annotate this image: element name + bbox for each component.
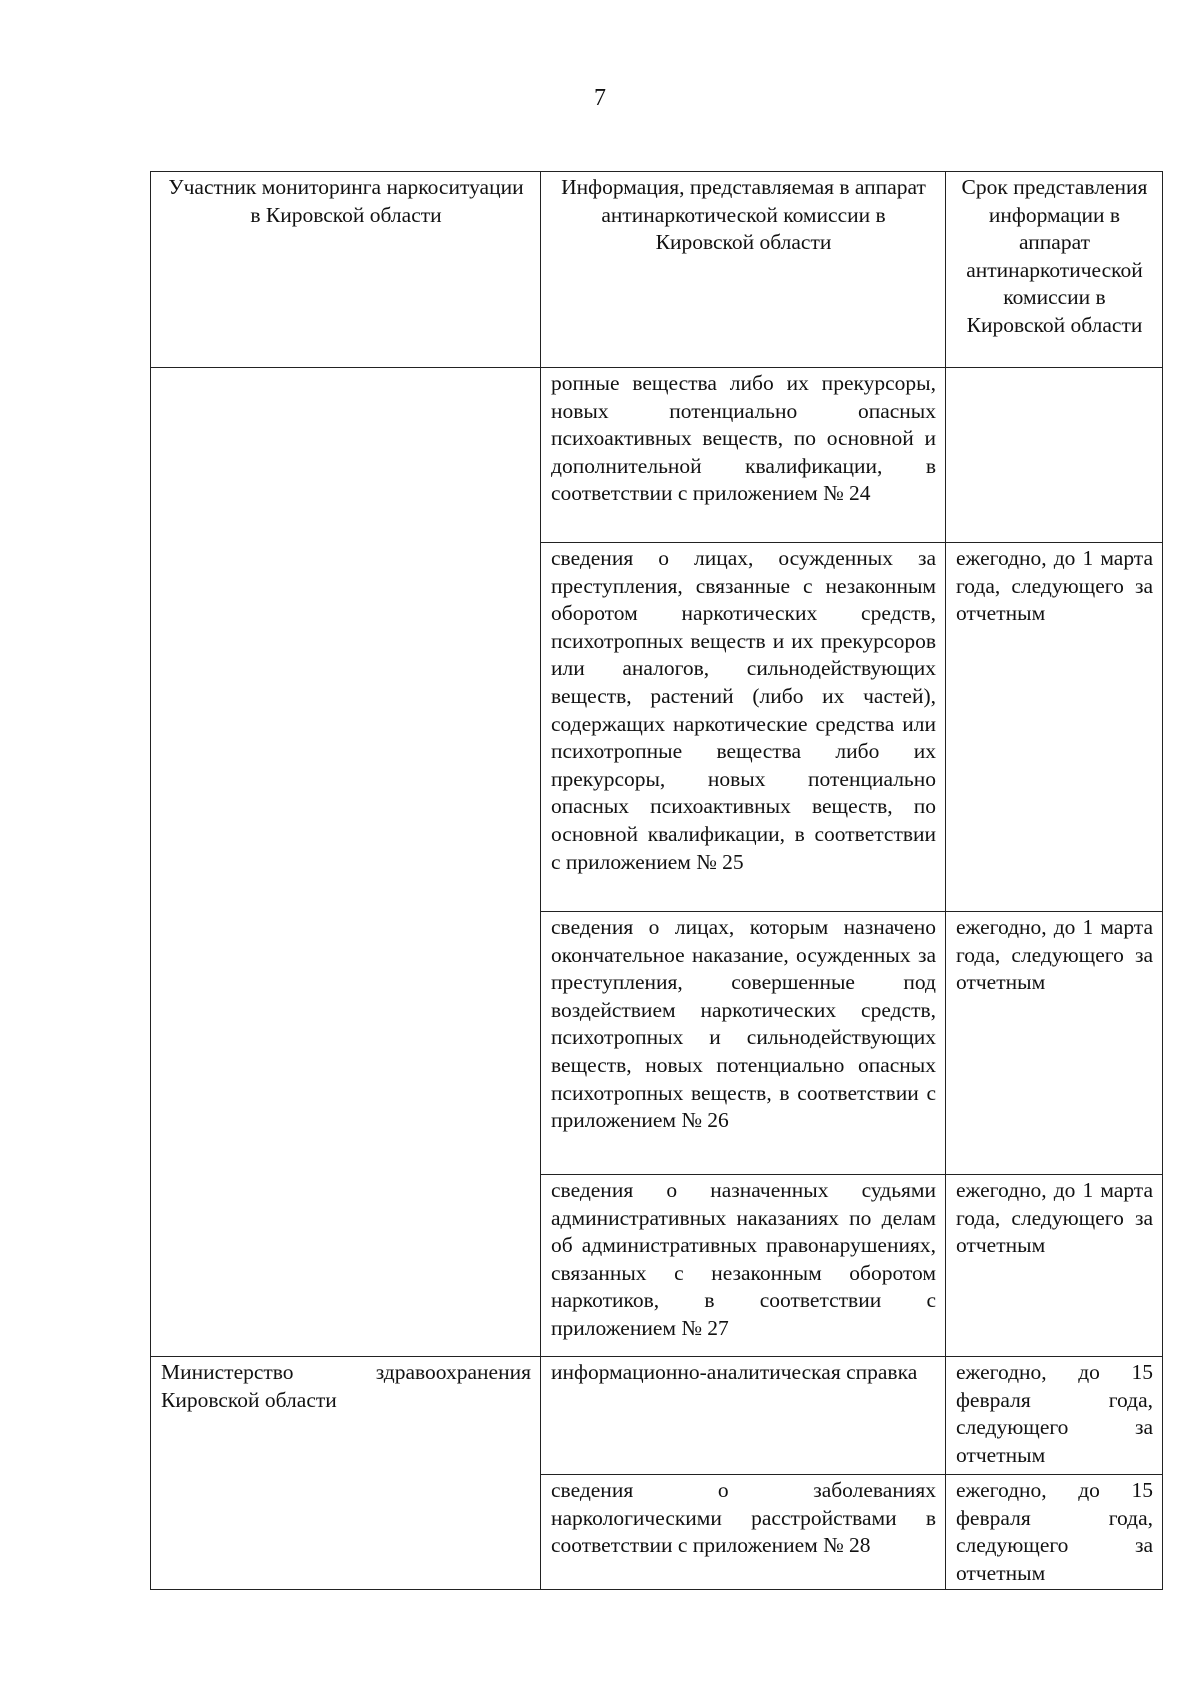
information-cell: ропные вещества либо их прекурсоры, новых потенциально опасных психоактивных веществ, по основной и дополнительной квалификации, в соответствии с приложением № 24 xyxy=(541,368,946,543)
information-cell: сведения о лицах, осужденных за преступления, связанные с незаконным оборотом наркотических средств, психотропных веществ и их прекурсоров или аналогов, сильнодействующих веществ, растений (либо их частей), содержащих наркотические средства или психотропные вещества либо их прекурсоры, новых потенциально опасных психоактивных веществ, по основной квалификации, в соответствии с приложением № 25 xyxy=(541,543,946,912)
information-cell: сведения о заболеваниях наркологическими расстройствами в соответствии с приложением № 28 xyxy=(541,1475,946,1590)
deadline-cell xyxy=(946,368,1163,543)
deadline-cell: ежегодно, до 15 февраля года, следующего за отчетным xyxy=(946,1357,1163,1475)
participant-cell: Министерство здравоохранения Кировской области xyxy=(151,1357,541,1590)
table-header-row xyxy=(151,172,1163,368)
deadline-cell: ежегодно, до 1 марта года, следующего за отчетным xyxy=(946,1175,1163,1357)
table-row xyxy=(151,368,1163,543)
participant-cell xyxy=(151,368,541,1357)
header-participant: Участник мониторинга наркоситуации в Кировской области xyxy=(151,172,541,368)
deadline-cell: ежегодно, до 1 марта года, следующего за отчетным xyxy=(946,912,1163,1175)
deadline-cell: ежегодно, до 1 марта года, следующего за отчетным xyxy=(946,543,1163,912)
table-row xyxy=(151,1357,1163,1475)
information-cell: сведения о лицах, которым назначено окончательное наказание, осужденных за преступления, совершенные под воздействием наркотических средств, психотропных и сильнодействующих веществ, новых потенциально опасных психотропных веществ, в соответствии с приложением № 26 xyxy=(541,912,946,1175)
information-cell: сведения о назначенных судьями административных наказаниях по делам об административных правонарушениях, связанных с незаконным оборотом наркотиков, в соответствии с приложением № 27 xyxy=(541,1175,946,1357)
information-cell: информационно-аналитическая справка xyxy=(541,1357,946,1475)
monitoring-table xyxy=(150,171,1163,1590)
header-deadline: Срок представления информации в аппарат антинаркотической комиссии в Кировской области xyxy=(946,172,1163,368)
deadline-cell: ежегодно, до 15 февраля года, следующего за отчетным xyxy=(946,1475,1163,1590)
header-information: Информация, представляемая в аппарат антинаркотической комиссии в Кировской области xyxy=(541,172,946,368)
page-number: 7 xyxy=(594,85,606,111)
